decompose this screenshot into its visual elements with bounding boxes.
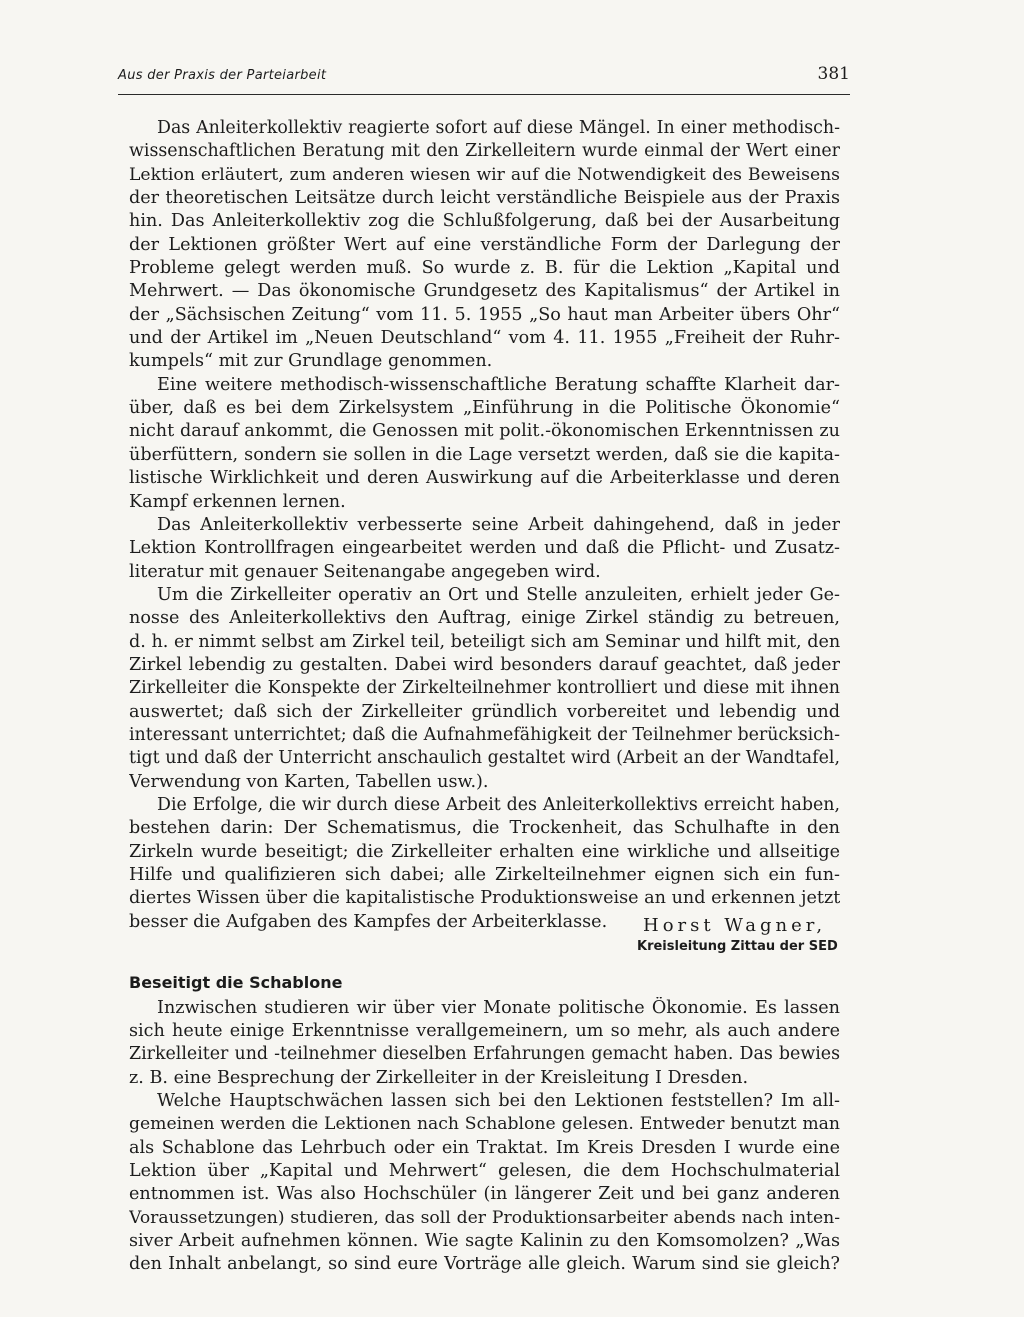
text-line: entnommen ist. Was also Hochschüler (in längerer Zeit und bei ganz anderen (129, 1184, 840, 1205)
signature-block (129, 911, 840, 961)
text-line: nicht darauf ankommt, die Genossen mit polit.-ökonomischen Erkenntnissen zu (129, 421, 840, 442)
article1-paragraph-4 (129, 584, 840, 794)
text-line: Mehrwert. — Das ökonomische Grundgesetz des Kapitalismus“ der Artikel in (129, 281, 840, 302)
article1-paragraph-5 (129, 794, 840, 961)
text-line: Lektion erläutert, zum anderen wiesen wir auf die Notwendigkeit des Beweisens (129, 164, 840, 185)
text-line: der Lektionen größter Wert auf eine verständliche Form der Darlegung der (129, 234, 840, 255)
section-heading: Beseitigt die Schablone (129, 972, 343, 992)
article1-paragraph-2 (129, 374, 840, 514)
text-line: Das Anleiterkollektiv reagierte sofort auf diese Mängel. In einer methodisch- (157, 118, 840, 138)
page-body (129, 117, 840, 1277)
article1-paragraph-3 (129, 514, 840, 584)
text-line: Eine weitere methodisch-wissenschaftliche Beratung schaffte Klarheit dar- (157, 374, 840, 395)
text-line: Hilfe und qualifizieren sich dabei; alle Zirkelteilnehmer eignen sich ein fun- (129, 865, 840, 885)
text-line: Zirkeln wurde beseitigt; die Zirkelleiter erhalten eine wirkliche und allseitige (129, 841, 840, 862)
text-line: als Schablone das Lehrbuch oder ein Traktat. Im Kreis Dresden I wurde eine (129, 1137, 840, 1158)
text-line: der theoretischen Leitsätze durch leicht verständliche Beispiele aus der Praxis (129, 188, 840, 209)
text-line: listische Wirklichkeit und deren Auswirkung auf die Arbeiterklasse und deren (129, 468, 840, 489)
text-line: Kampf erkennen lernen. (129, 491, 346, 512)
text-line: wissenschaftlichen Beratung mit den Zirkelleitern wurde einmal der Wert einer (129, 141, 840, 162)
text-line: Um die Zirkelleiter operativ an Ort und Stelle anzuleiten, erhielt jeder Ge- (157, 584, 840, 605)
closing-line: besser die Aufgaben des Kampfes der Arbeiterklasse. (129, 911, 608, 932)
text-line: Lektion über „Kapital und Mehrwert“ gelesen, die dem Hochschulmaterial (129, 1161, 840, 1182)
text-line: literatur mit genauer Seitenangabe angegeben wird. (129, 561, 601, 582)
text-line: gemeinen werden die Lektionen nach Schablone gelesen. Entweder benutzt man (129, 1114, 840, 1135)
author-affiliation: Kreisleitung Zittau der SED (637, 938, 838, 954)
text-line: Inzwischen studieren wir über vier Monate politische Ökonomie. Es lassen (157, 997, 840, 1018)
text-line: Probleme gelegt werden muß. So wurde z. B. für die Lektion „Kapital und (129, 258, 840, 279)
text-line: sich heute einige Erkenntnisse verallgemeinern, um so mehr, als auch andere (129, 1021, 840, 1042)
text-line: tigt und daß der Unterricht anschaulich gestaltet wird (Arbeit an der Wandtafel, (129, 748, 840, 769)
text-line: Die Erfolge, die wir durch diese Arbeit des Anleiterkollektivs erreicht haben, (157, 794, 840, 815)
text-line: und der Artikel im „Neuen Deutschland“ vom 4. 11. 1955 „Freiheit der Ruhr- (129, 328, 840, 349)
text-line: Zirkelleiter die Konspekte der Zirkelteilnehmer kontrolliert und diese mit ihnen (129, 678, 840, 699)
text-line: interessant unterrichtet; daß die Aufnahmefähigkeit der Teilnehmer berücksich- (129, 724, 840, 745)
article1-paragraph-1 (129, 117, 840, 374)
header-title: Aus der Praxis der Parteiarbeit (118, 68, 327, 83)
text-line: über, daß es bei dem Zirkelsystem „Einführung in die Politische Ökonomie“ (129, 398, 840, 419)
text-line: Voraussetzungen) studieren, das soll der Produktionsarbeiter abends nach inten- (129, 1207, 840, 1228)
text-line: Welche Hauptschwächen lassen sich bei den Lektionen feststellen? Im all- (157, 1091, 840, 1112)
author-name: Horst Wagner, (643, 914, 827, 936)
text-line: überfüttern, sondern sie sollen in die Lage versetzt werden, daß sie die kapita- (129, 444, 840, 465)
article2-paragraph-2 (129, 1090, 840, 1277)
running-header (118, 58, 850, 95)
text-line: diertes Wissen über die kapitalistische Produktionsweise an und erkennen jetzt (129, 888, 840, 909)
text-line: d. h. er nimmt selbst am Zirkel teil, beteiligt sich am Seminar und hilft mit, den (129, 631, 840, 652)
text-line: auswertet; daß sich der Zirkelleiter gründlich vorbereitet und lebendig und (129, 701, 840, 722)
text-line: hin. Das Anleiterkollektiv zog die Schlußfolgerung, daß bei der Ausarbeitung (129, 211, 840, 232)
text-line: z. B. eine Besprechung der Zirkelleiter in der Kreisleitung I Dresden. (129, 1067, 749, 1088)
text-line: bestehen darin: Der Schematismus, die Trockenheit, das Schulhafte in den (129, 818, 840, 839)
text-line: Lektion Kontrollfragen eingearbeitet werden und daß die Pflicht- und Zusatz- (129, 538, 840, 559)
text-line: Verwendung von Karten, Tabellen usw.). (129, 771, 489, 792)
text-line: kumpels“ mit zur Grundlage genommen. (129, 351, 493, 372)
text-line: der „Sächsischen Zeitung“ vom 11. 5. 1955 „So haut man Arbeiter übers Ohr“ (129, 304, 840, 325)
text-line: Zirkel lebendig zu gestalten. Dabei wird besonders darauf geachtet, daß jeder (129, 654, 840, 675)
text-line: Zirkelleiter und -teilnehmer dieselben Erfahrungen gemacht haben. Das bewies (129, 1044, 840, 1065)
article2-paragraph-1 (129, 997, 840, 1090)
text-line: Das Anleiterkollektiv verbesserte seine Arbeit dahingehend, daß in jeder (157, 514, 840, 535)
text-line: nosse des Anleiterkollektivs den Auftrag, einige Zirkel ständig zu betreuen, (129, 608, 840, 629)
page-number: 381 (817, 64, 850, 84)
text-line: den Inhalt anbelangt, so sind eure Vorträge alle gleich. Warum sind sie gleich? (129, 1254, 840, 1275)
text-line: siver Arbeit aufnehmen können. Wie sagte Kalinin zu den Komsomolzen? „Was (129, 1231, 840, 1252)
